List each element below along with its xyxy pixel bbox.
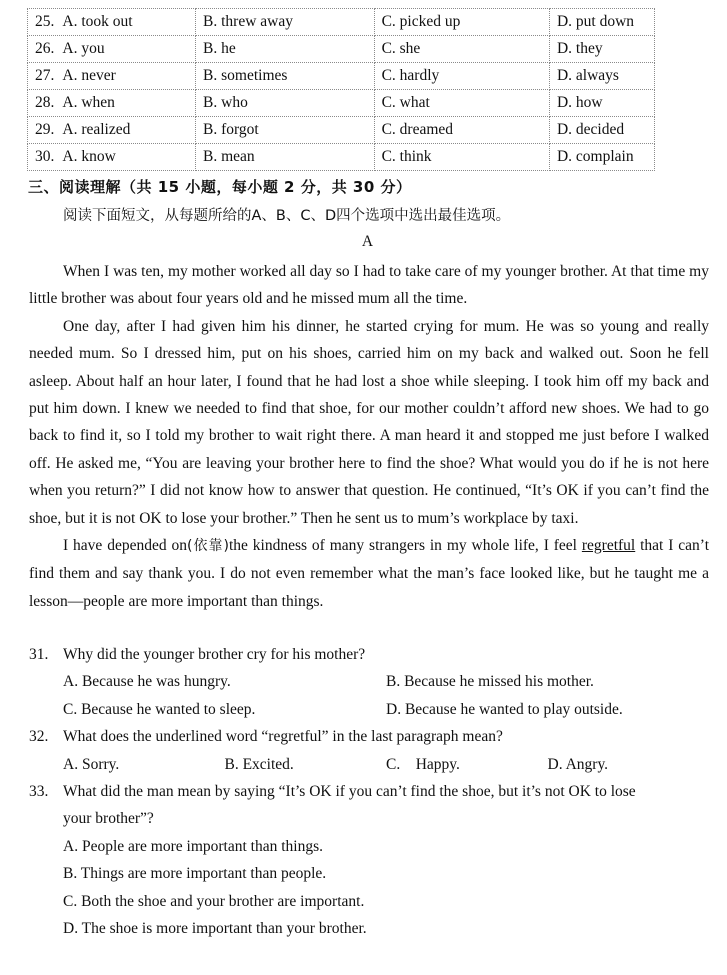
paragraph-3-gloss: (依靠) [186,538,229,555]
answer-row [28,144,655,171]
paragraph-1: When I was ten, my mother worked all day so I had to take care of my younger brother. At that time my little brother was about four years old and he missed mum all the time. [29,263,709,308]
paragraph-3-part-a: I have depended on [63,537,187,555]
answer-row [28,63,655,90]
answer-option-d[interactable]: D. they [549,36,654,63]
answer-option-a[interactable] [28,90,196,117]
paragraph-2: One day, after I had given him his dinner, he started crying for mum. He was so young and really needed mum. So I dressed him, put on his shoes, carried him on my back and walked out. Soon he fell asleep. About half an hour later, I found that he had lost a shoe while sleeping. I took him off my back and put him down. I knew we needed to find that shoe, for our mother couldn’t afford new shoes. We had to go back to find it, so I told my brother to wait right there. A man heard it and stopped me just before I walked off. He asked me, “You are leaving your brother here to find the shoe? What would you do if he is not here when you return?” I did not know how to answer that question. He continued, “It’s OK if you can’t find the shoe, but it is not OK to lose your brother.” Then he sent us to mum’s workplace by taxi. [29,317,709,527]
option-c[interactable]: C. Both the shoe and your brother are important. [63,892,365,910]
answer-option-a-text: A. never [62,67,116,84]
answer-option-c[interactable]: C. dreamed [374,117,549,144]
option-d[interactable]: D. Because he wanted to play outside. [386,700,623,718]
question-32 [29,723,709,778]
answer-option-c[interactable]: C. hardly [374,63,549,90]
answer-option-b[interactable]: B. mean [196,144,375,171]
answer-option-a[interactable] [28,36,196,63]
answer-option-a-text: A. realized [62,121,131,138]
answer-option-a[interactable] [28,144,196,171]
answer-number: 25. [35,13,55,30]
answer-number: 30. [35,148,55,165]
question-31 [29,641,709,723]
answer-option-a[interactable] [28,9,196,36]
question-number: 32. [29,728,49,746]
option-b[interactable]: B. Because he missed his mother. [386,673,594,691]
option-b[interactable]: B. Excited. [224,755,294,773]
passage-text [29,258,709,615]
answer-row [28,9,655,36]
paragraph-3 [29,532,709,615]
question-33 [29,778,709,942]
option-a[interactable]: A. Because he was hungry. [63,673,231,691]
section-instruction: 阅读下面短文，从每题所给的A、B、C、D四个选项中选出最佳选项。 [63,208,511,224]
answer-number: 26. [35,40,55,57]
answer-option-b[interactable]: B. forgot [196,117,375,144]
option-c[interactable]: C. Because he wanted to sleep. [63,700,256,718]
answer-option-c[interactable]: C. she [374,36,549,63]
answer-option-b[interactable]: B. threw away [196,9,375,36]
answer-row [28,36,655,63]
option-b[interactable]: B. Things are more important than people. [63,865,327,883]
passage-title: A [361,233,374,250]
answer-option-b[interactable]: B. sometimes [196,63,375,90]
answer-option-a[interactable] [28,63,196,90]
answer-number: 28. [35,94,55,111]
answer-option-a-text: A. know [62,148,116,165]
answer-option-d[interactable]: D. how [549,90,654,117]
question-number: 33. [29,783,49,801]
answer-option-a[interactable] [28,117,196,144]
option-c[interactable]: C. Happy. [386,755,460,773]
underlined-word: regretful [581,537,636,555]
question-list [29,641,709,942]
answer-option-d[interactable]: D. always [549,63,654,90]
paragraph-3-part-b: the kindness of many strangers in my whole life, I feel [228,537,582,555]
answer-option-b[interactable]: B. he [196,36,375,63]
answer-number: 27. [35,67,55,84]
question-text: What did the man mean by saying “It’s OK if you can’t find the shoe, but it’s not OK to lose your brother”? [63,783,636,828]
option-a[interactable]: A. Sorry. [63,755,120,773]
answer-option-d[interactable]: D. complain [549,144,654,171]
answer-option-d[interactable]: D. put down [549,9,654,36]
answer-option-c[interactable]: C. what [374,90,549,117]
answer-option-a-text: A. you [62,40,105,57]
paragraph-3-part-c: that I can’t find them and say thank you. I do not even remember what the man’s face looked like, but he taught me a lesson—people are more important than things. [29,537,709,610]
answer-option-c[interactable]: C. think [374,144,549,171]
option-a[interactable]: A. People are more important than things. [63,837,323,855]
question-text: What does the underlined word “regretful” in the last paragraph mean? [63,728,503,746]
answer-number: 29. [35,121,55,138]
answer-option-a-text: A. when [62,94,115,111]
question-text: Why did the younger brother cry for his mother? [63,646,366,663]
answer-option-d[interactable]: D. decided [549,117,654,144]
answer-row [28,90,655,117]
section-title: 三、阅读理解（共 15 小题，每小题 2 分，共 30 分） [28,178,412,196]
answer-row [28,117,655,144]
answer-options-table [27,8,655,171]
answer-option-a-text: A. took out [62,13,133,30]
option-d[interactable]: D. Angry. [547,755,609,773]
question-number: 31. [29,646,49,663]
option-d[interactable]: D. The shoe is more important than your brother. [63,920,367,938]
answer-option-c[interactable]: C. picked up [374,9,549,36]
answer-option-b[interactable]: B. who [196,90,375,117]
